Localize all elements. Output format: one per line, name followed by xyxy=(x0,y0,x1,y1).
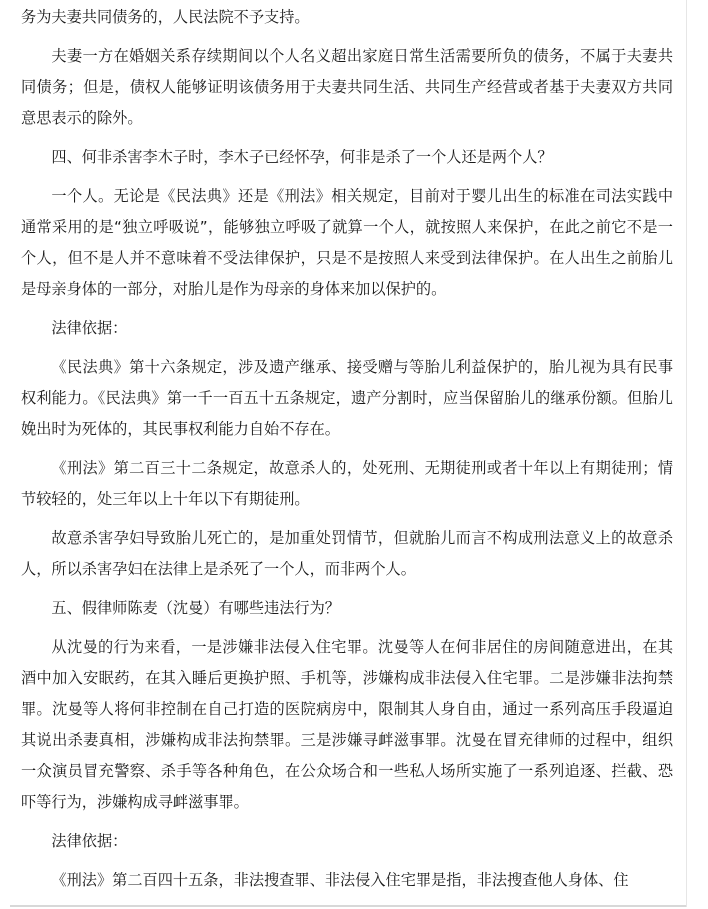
paragraph-civil-code-article: 《民法典》第十六条规定，涉及遗产继承、接受赠与等胎儿利益保护的，胎儿视为具有民事权利能力。《民法典》第一千一百五十五条规定，遗产分割时，应当保留胎儿的继承份额。但胎儿娩出时为死体的，其民事权利能力自始不存在。 xyxy=(21,358,673,438)
section-heading-five: 五、假律师陈麦（沈曼）有哪些违法行为？ xyxy=(51,599,340,617)
paragraph-shen-man-offenses: 从沈曼的行为来看，一是涉嫌非法侵入住宅罪。沈曼等人在何非居住的房间随意进出，在其酒中加入安眠药，在其入睡后更换护照、手机等，涉嫌构成非法侵入住宅罪。二是涉嫌非法拘禁罪。沈曼等人将何非控制在自己打造的医院病房中，限制其人身自由，通过一系列高压手段逼迫其说出杀妻真相，涉嫌构成非法拘禁罪。三是涉嫌寻衅滋事罪。沈曼在冒充律师的过程中，组织一众演员冒充警察、杀手等各种角色，在公众场合和一些私人场所实施了一系列追逐、拦截、恐吓等行为，涉嫌构成寻衅滋事罪。 xyxy=(21,638,673,811)
page-bottom-border xyxy=(10,905,686,907)
legal-basis-label: 法律依据： xyxy=(51,319,128,337)
paragraph-joint-debt-rule: 夫妻一方在婚姻关系存续期间以个人名义超出家庭日常生活需要所负的债务，不属于夫妻共同债务；但是，债权人能够证明该债务用于夫妻共同生活、共同生产经营或者基于夫妻双方共同意思表示的除外。 xyxy=(21,47,673,127)
legal-basis-label: 法律依据： xyxy=(51,832,128,850)
paragraph-pregnant-victim: 故意杀害孕妇导致胎儿死亡的，是加重处罚情节，但就胎儿而言不构成刑法意义上的故意杀人，所以杀害孕妇在法律上是杀死了一个人，而非两个人。 xyxy=(21,529,673,578)
page-right-border xyxy=(686,0,687,907)
paragraph-criminal-law-232: 《刑法》第二百三十二条规定，故意杀人的，处死刑、无期徒刑或者十年以上有期徒刑；情节较轻的，处三年以上十年以下有期徒刑。 xyxy=(21,459,673,508)
paragraph-criminal-law-245: 《刑法》第二百四十五条，非法搜查罪、非法侵入住宅罪是指，非法搜查他人身体、住 xyxy=(51,871,629,889)
section-heading-four: 四、何非杀害李木子时，李木子已经怀孕，何非是杀了一个人还是两个人？ xyxy=(51,148,553,166)
paragraph-one-person-answer: 一个人。无论是《民法典》还是《刑法》相关规定，目前对于婴儿出生的标准在司法实践中通常采用的是“独立呼吸说”，能够独立呼吸了就算一个人，就按照人来保护，在此之前它不是一个人，但不是人并不意味着不受法律保护，只是不是按照人来受到法律保护。在人出生之前胎儿是母亲身体的一部分，对胎儿是作为母亲的身体来加以保护的。 xyxy=(21,187,673,298)
paragraph-continuation: 务为夫妻共同债务的，人民法院不予支持。 xyxy=(21,8,310,26)
document-body xyxy=(21,2,673,904)
